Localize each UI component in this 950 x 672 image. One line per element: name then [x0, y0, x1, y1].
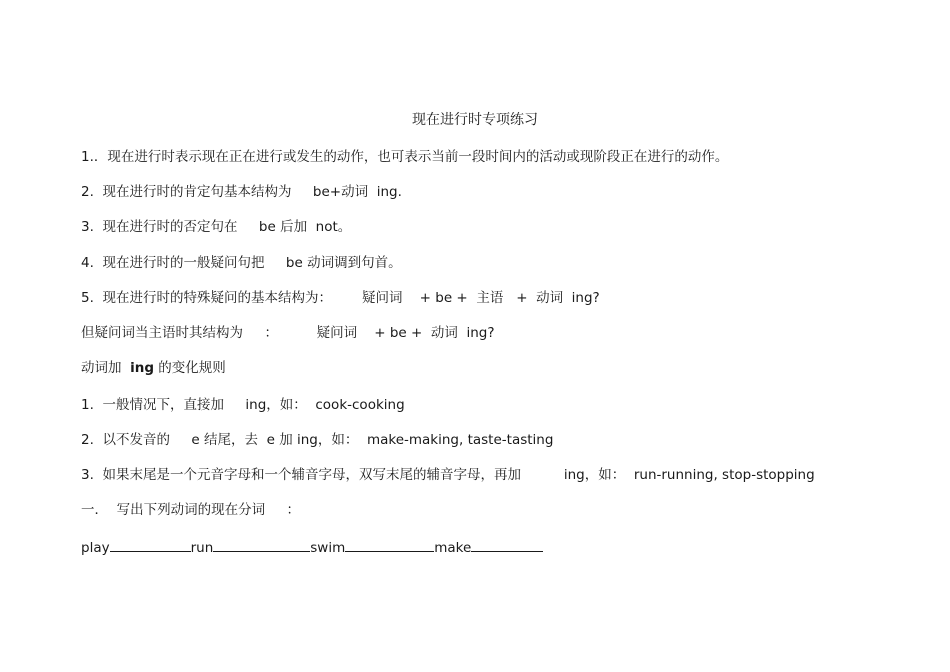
rule-line-5: 5. 现在进行时的特殊疑问的基本结构为： 疑问词 + be + 主语 + 动词 ing?	[81, 290, 600, 306]
answer-blank-run[interactable]	[213, 537, 310, 552]
exercise-heading: 一． 写出下列动词的现在分词 ：	[81, 502, 301, 518]
exercise-word-make: make	[434, 540, 472, 556]
rule-line-3: 3. 现在进行时的否定句在 be 后加 not。	[81, 219, 352, 235]
rule-line-1: 1.．现在进行时表示现在正在进行或发生的动作，也可表示当前一段时间内的活动或现阶段正在进行的动作。	[81, 149, 729, 165]
exercise-line	[81, 537, 543, 557]
ing-rule-2: 2. 以不发音的 e 结尾，去 e 加 ing，如： make-making, taste-tasting	[81, 432, 554, 448]
rule-line-2: 2. 现在进行时的肯定句基本结构为 be+动词 ing.	[81, 184, 402, 200]
answer-blank-make[interactable]	[471, 537, 543, 552]
exercise-word-play: play	[81, 540, 110, 556]
ing-rule-3: 3. 如果末尾是一个元音字母和一个辅音字母，双写末尾的辅音字母，再加 ing，如： run-running, stop-stopping	[81, 467, 815, 483]
ing-rules-heading-suffix: 的变化规则	[154, 360, 226, 376]
ing-rules-heading-prefix: 动词加	[81, 360, 131, 376]
answer-blank-play[interactable]	[110, 537, 191, 552]
ing-rules-heading	[81, 359, 226, 377]
ing-rule-1: 1. 一般情况下，直接加 ing，如： cook-cooking	[81, 397, 405, 413]
document-title: 现在进行时专项练习	[412, 112, 538, 128]
ing-rules-heading-bold: ing	[130, 360, 154, 376]
exercise-word-run: run	[190, 540, 214, 556]
rule-line-6: 但疑问词当主语时其结构为 ： 疑问词 + be + 动词 ing?	[81, 325, 495, 341]
rule-line-4: 4. 现在进行时的一般疑问句把 be 动词调到句首。	[81, 255, 402, 271]
exercise-word-swim: swim	[310, 540, 346, 556]
answer-blank-swim[interactable]	[345, 537, 434, 552]
